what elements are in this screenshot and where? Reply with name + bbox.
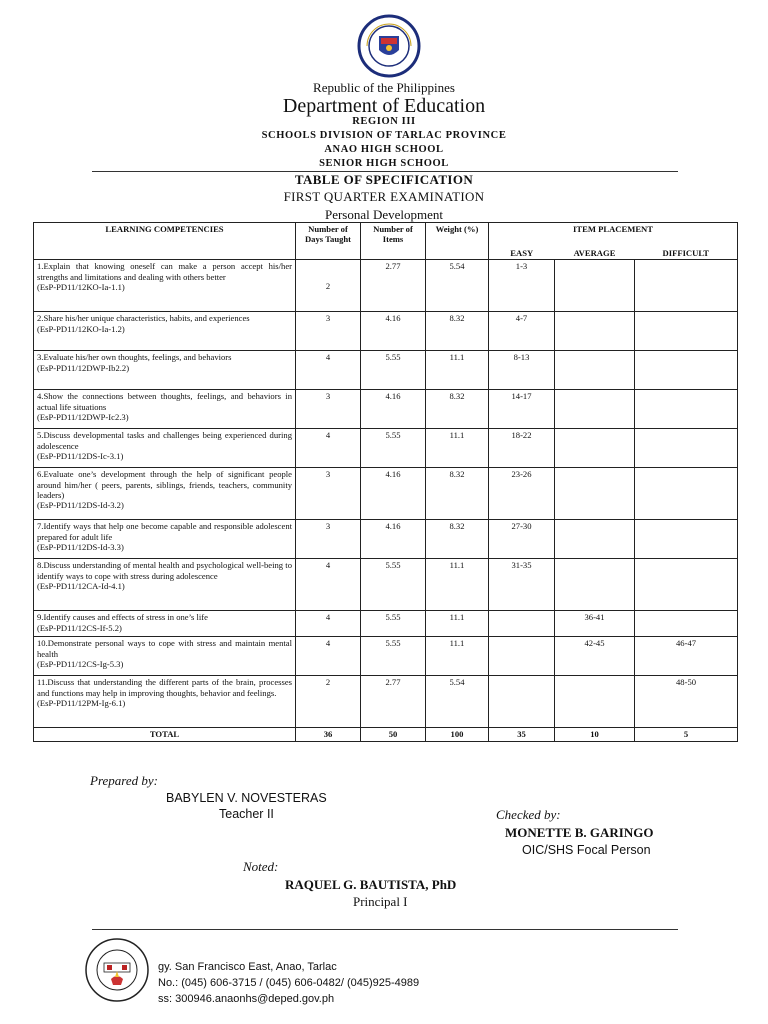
cell-items: 5.55: [361, 559, 426, 611]
competency-code: (EsP-PD11/12DS-Ic-3.1): [37, 450, 124, 461]
header-competencies: LEARNING COMPETENCIES: [34, 223, 296, 260]
cell-average: 36-41: [555, 611, 635, 637]
division-line: SCHOOLS DIVISION OF TARLAC PROVINCE: [261, 130, 507, 141]
cell-days: 4: [296, 611, 361, 637]
prepared-by-name: BABYLEN V. NOVESTERAS: [166, 791, 327, 805]
cell-average: 42-45: [555, 637, 635, 676]
cell-days: 4: [296, 559, 361, 611]
competency-text: 6.Evaluate one’s development through the help of significant people around him/her ( peers, parents, siblings, friends, teachers, community leaders): [37, 469, 292, 500]
cell-weight: 8.32: [426, 468, 489, 520]
cell-weight: 8.32: [426, 390, 489, 429]
cell-easy: [489, 637, 555, 676]
cell-difficult: 46-47: [635, 637, 738, 676]
table-row: [34, 520, 738, 559]
competency-cell: [34, 676, 296, 728]
competency-code: (EsP-PD11/12CA-Id-4.1): [37, 580, 125, 591]
noted-label: Noted:: [243, 859, 279, 874]
cell-difficult: [635, 520, 738, 559]
competency-code: (EsP-PD11/12CS-Ig-5.3): [37, 658, 124, 669]
header-easy: EASY: [489, 238, 555, 260]
subject-title: Personal Development: [324, 207, 444, 222]
header-items: Number of Items: [361, 223, 426, 260]
checked-by-label: Checked by:: [496, 807, 561, 822]
competency-code: (EsP-PD11/12CS-If-5.2): [37, 622, 122, 633]
cell-average: [555, 676, 635, 728]
cell-weight: 11.1: [426, 637, 489, 676]
competency-code: (EsP-PD11/12DWP-Ib2.2): [37, 362, 130, 373]
republic-line: Republic of the Philippines: [313, 80, 455, 95]
table-row: [34, 351, 738, 390]
cell-difficult: 48-50: [635, 676, 738, 728]
cell-easy: [489, 676, 555, 728]
cell-difficult: [635, 260, 738, 312]
cell-weight: 8.32: [426, 520, 489, 559]
total-days: 36: [296, 728, 361, 741]
cell-items: 4.16: [361, 312, 426, 351]
cell-difficult: [635, 351, 738, 390]
cell-average: [555, 559, 635, 611]
department-title: Department of Education: [282, 95, 486, 117]
table-row: [34, 559, 738, 611]
competency-cell: [34, 559, 296, 611]
total-difficult: 5: [635, 728, 738, 741]
competency-text: 3.Evaluate his/her own thoughts, feelings, and behaviors: [37, 352, 232, 363]
table-row: [34, 390, 738, 429]
cell-items: 2.77: [361, 260, 426, 312]
cell-items: 4.16: [361, 520, 426, 559]
specification-table: [33, 222, 738, 742]
total-easy: 35: [489, 728, 555, 741]
cell-average: [555, 351, 635, 390]
checked-by-name: MONETTE B. GARINGO: [505, 825, 654, 840]
cell-easy: 8-13: [489, 351, 555, 390]
competency-code: (EsP-PD11/12DS-Id-3.3): [37, 541, 124, 552]
cell-average: [555, 520, 635, 559]
competency-text: 5.Discuss developmental tasks and challenges being experienced during adolescence: [37, 430, 292, 451]
noted-title: Principal I: [353, 894, 408, 909]
cell-average: [555, 260, 635, 312]
cell-items: 5.55: [361, 611, 426, 637]
level-line: SENIOR HIGH SCHOOL: [319, 158, 449, 169]
cell-items: 2.77: [361, 676, 426, 728]
total-average: 10: [555, 728, 635, 741]
competency-code: (EsP-PD11/12PM-Ig-6.1): [37, 697, 126, 708]
cell-weight: 11.1: [426, 429, 489, 468]
cell-difficult: [635, 312, 738, 351]
exam-title: FIRST QUARTER EXAMINATION: [283, 189, 485, 204]
header-days: Number of Days Taught: [296, 223, 361, 260]
header-average: AVERAGE: [555, 238, 635, 260]
footer-divider: [92, 929, 678, 930]
region-line: REGION III: [352, 116, 416, 127]
cell-average: [555, 468, 635, 520]
competency-code: (EsP-PD11/12KO-Ia-1.2): [37, 323, 125, 334]
competency-code: (EsP-PD11/12KO-Ia-1.1): [37, 281, 125, 292]
table-row: [34, 611, 738, 637]
prepared-by-title: Teacher II: [219, 807, 274, 821]
competency-text: 7.Identify ways that help one become capable and responsible adolescent prepared for adult life: [37, 521, 292, 542]
table-row: [34, 676, 738, 728]
competency-cell: [34, 312, 296, 351]
school-line: ANAO HIGH SCHOOL: [324, 144, 444, 155]
cell-easy: 31-35: [489, 559, 555, 611]
competency-cell: [34, 429, 296, 468]
cell-days: 3: [296, 390, 361, 429]
cell-items: 5.55: [361, 637, 426, 676]
cell-items: 4.16: [361, 390, 426, 429]
prepared-by-label: Prepared by:: [90, 773, 158, 788]
cell-easy: 18-22: [489, 429, 555, 468]
deped-seal-icon: [357, 14, 421, 78]
competency-text: 4.Show the connections between thoughts, feelings, and behaviors in actual life situations: [37, 391, 292, 412]
competency-cell: [34, 611, 296, 637]
header-weight: Weight (%): [426, 223, 489, 260]
cell-weight: 11.1: [426, 611, 489, 637]
cell-items: 5.55: [361, 351, 426, 390]
cell-weight: 5.54: [426, 260, 489, 312]
competency-text: 2.Share his/her unique characteristics, habits, and experiences: [37, 313, 250, 324]
cell-days: 3: [296, 468, 361, 520]
cell-days: 2: [296, 260, 361, 312]
table-row: [34, 468, 738, 520]
cell-average: [555, 429, 635, 468]
cell-weight: 11.1: [426, 351, 489, 390]
competency-text: 11.Discuss that understanding the different parts of the brain, processes and functions may help in improving thoughts, behavior and feelings.: [37, 677, 292, 698]
competency-text: 8.Discuss understanding of mental health and psychological well-being to identify ways to cope with stress during adolescence: [37, 560, 292, 581]
cell-items: 4.16: [361, 468, 426, 520]
competency-cell: [34, 520, 296, 559]
noted-name: RAQUEL G. BAUTISTA, PhD: [285, 877, 457, 892]
cell-items: 5.55: [361, 429, 426, 468]
competency-code: (EsP-PD11/12DS-Id-3.2): [37, 500, 124, 511]
cell-days: 3: [296, 312, 361, 351]
cell-days: 3: [296, 520, 361, 559]
cell-easy: 14-17: [489, 390, 555, 429]
header-difficult: DIFFICULT: [635, 238, 738, 260]
competency-text: 9.Identify causes and effects of stress in one’s life: [37, 612, 208, 623]
competency-text: 1.Explain that knowing oneself can make a person accept his/her strengths and limitations and dealing with others better: [37, 261, 292, 282]
table-row: [34, 637, 738, 676]
cell-average: [555, 312, 635, 351]
table-row: [34, 429, 738, 468]
cell-weight: 5.54: [426, 676, 489, 728]
table-row: [34, 260, 738, 312]
cell-weight: 11.1: [426, 559, 489, 611]
competency-cell: [34, 637, 296, 676]
cell-easy: 27-30: [489, 520, 555, 559]
cell-days: 2: [296, 676, 361, 728]
footer-phone: No.: (045) 606-3715 / (045) 606-0482/ (045)925-4989: [158, 977, 420, 989]
cell-difficult: [635, 468, 738, 520]
table-row: [34, 312, 738, 351]
total-weight: 100: [426, 728, 489, 741]
cell-days: 4: [296, 637, 361, 676]
checked-by-title: OIC/SHS Focal Person: [522, 843, 651, 857]
cell-average: [555, 390, 635, 429]
competency-cell: [34, 351, 296, 390]
header-item-placement: ITEM PLACEMENT: [489, 223, 738, 239]
footer-email: ss: 300946.anaonhs@deped.gov.ph: [158, 993, 335, 1005]
footer-address: gy. San Francisco East, Anao, Tarlac: [158, 961, 337, 973]
table-title: TABLE OF SPECIFICATION: [294, 172, 474, 187]
competency-cell: [34, 260, 296, 312]
cell-difficult: [635, 390, 738, 429]
cell-difficult: [635, 611, 738, 637]
cell-easy: 4-7: [489, 312, 555, 351]
total-items: 50: [361, 728, 426, 741]
cell-easy: 23-26: [489, 468, 555, 520]
cell-difficult: [635, 429, 738, 468]
cell-easy: 1-3: [489, 260, 555, 312]
cell-difficult: [635, 559, 738, 611]
cell-days: 4: [296, 351, 361, 390]
competency-text: 10.Demonstrate personal ways to cope with stress and maintain mental health: [37, 638, 292, 659]
competency-code: (EsP-PD11/12DWP-Ic2.3): [37, 411, 129, 422]
cell-weight: 8.32: [426, 312, 489, 351]
total-row: [34, 728, 738, 741]
total-label: TOTAL: [34, 728, 296, 741]
competency-cell: [34, 468, 296, 520]
cell-easy: [489, 611, 555, 637]
competency-cell: [34, 390, 296, 429]
school-logo-icon: [84, 937, 150, 1003]
cell-days: 4: [296, 429, 361, 468]
